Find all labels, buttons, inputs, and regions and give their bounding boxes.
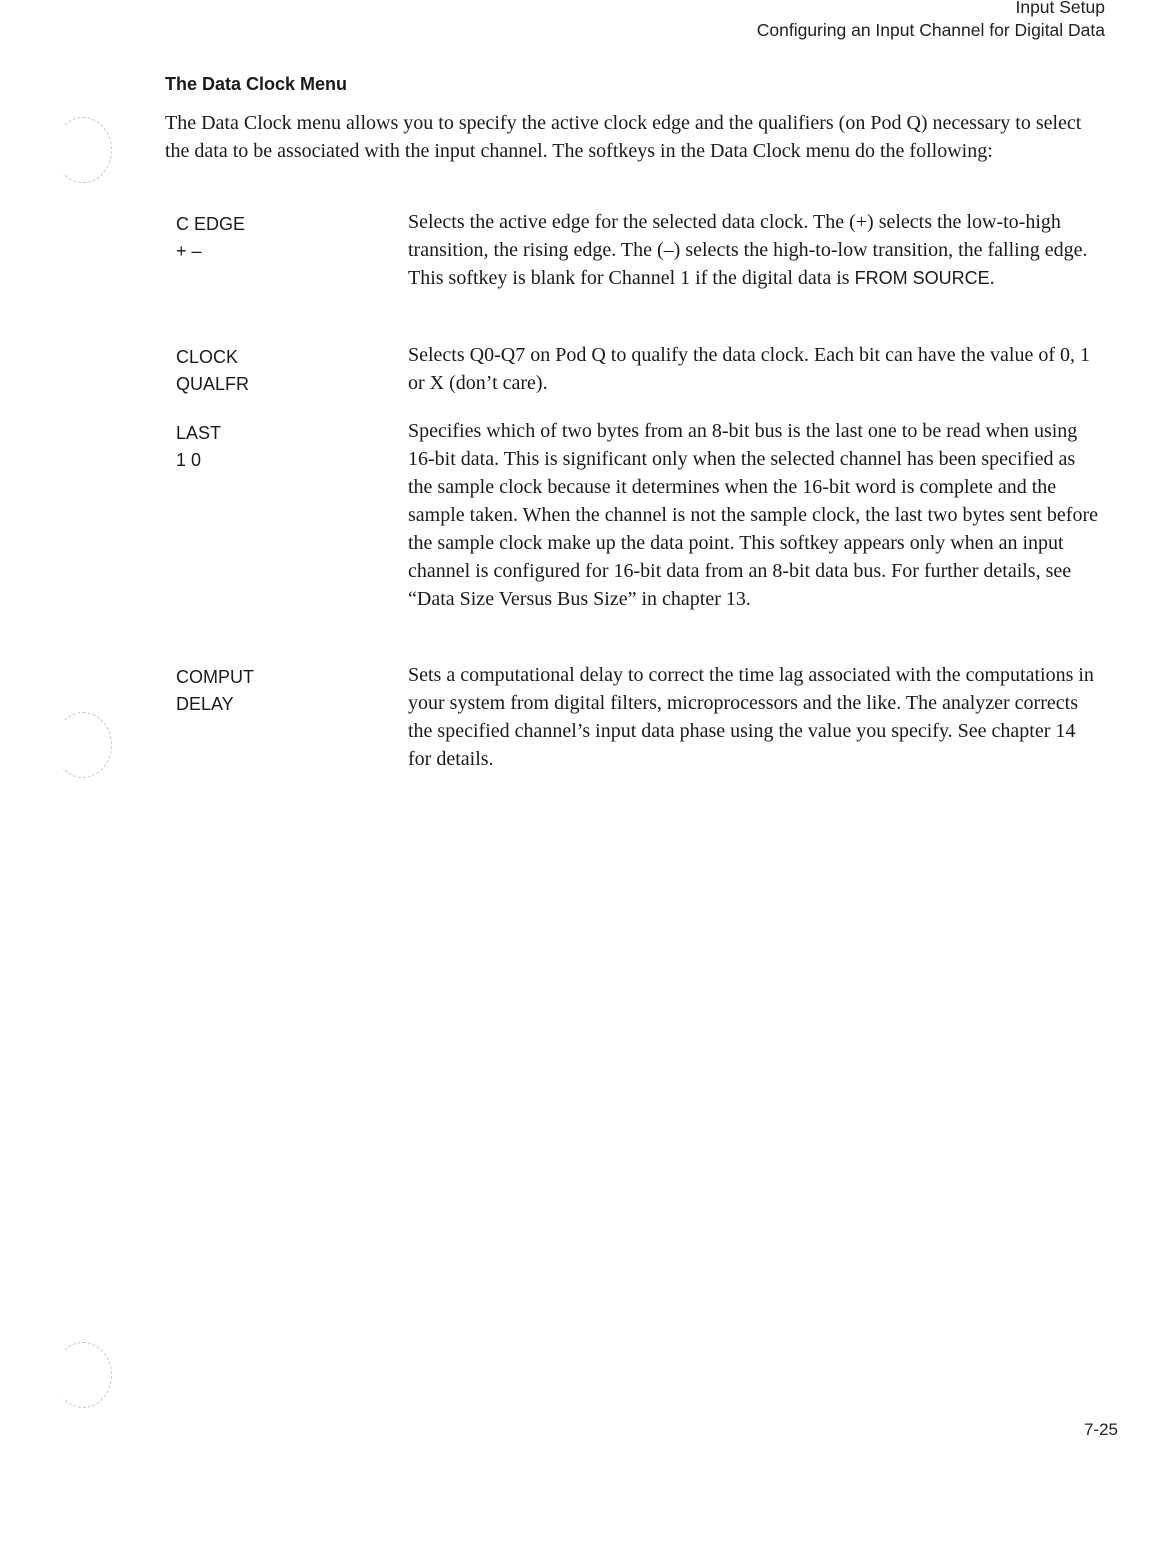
- description-text: Selects the active edge for the selected data clock. The (+) selects the low-to-high transition, the rising edge. The (–) selects the high-to-low transition, the falling edge. This softkey is blank for Channel 1 if the digital data is: [408, 211, 1088, 289]
- softkey-description: Selects Q0-Q7 on Pod Q to qualify the data clock. Each bit can have the value of 0, 1 or X (don’t care).: [408, 344, 1091, 394]
- header-section-title: Configuring an Input Channel for Digital Data: [756, 20, 1105, 40]
- page-number: 7-25: [1083, 1420, 1118, 1439]
- running-header: [757, 0, 1105, 42]
- intro-paragraph: The Data Clock menu allows you to specify the active clock edge and the qualifiers (on Pod Q) necessary to select the data to be associated with the input channel. The softkeys in the Data Clock menu do the following:: [165, 112, 1082, 162]
- softkey-description: Sets a computational delay to correct the time lag associated with the computations in your system from digital filters, microprocessors and the like. The analyzer corrects the specified channel’s input data phase using the value you specify. See chapter 14 for details.: [408, 664, 1094, 770]
- binder-hole: [54, 712, 112, 778]
- softkey-description: Specifies which of two bytes from an 8-bit bus is the last one to be read when using 16-bit data. This is significant only when the selected channel has been specified as the sample clock because it determines when the 16-bit word is complete and the sample taken. When the channel is not the sample clock, the last two bytes sent before the sample clock make up the data point. This softkey appears only when an input channel is configured for 16-bit data from an 8-bit data bus. For further details, see “Data Size Versus Bus Size” in chapter 13.: [408, 420, 1098, 610]
- softkey-label: C EDGE + –: [176, 214, 246, 261]
- description-code-text: FROM SOURCE: [854, 268, 990, 288]
- binder-hole: [54, 117, 112, 183]
- description-end: .: [989, 267, 995, 289]
- softkey-description: [408, 208, 1098, 292]
- softkey-label: LAST 1 0: [176, 423, 222, 470]
- binder-hole: [54, 1342, 112, 1408]
- section-title: The Data Clock Menu: [165, 74, 348, 94]
- softkey-label: CLOCK QUALFR: [176, 347, 250, 394]
- header-chapter-title: Input Setup: [1015, 0, 1105, 17]
- softkey-label: COMPUT DELAY: [176, 667, 254, 714]
